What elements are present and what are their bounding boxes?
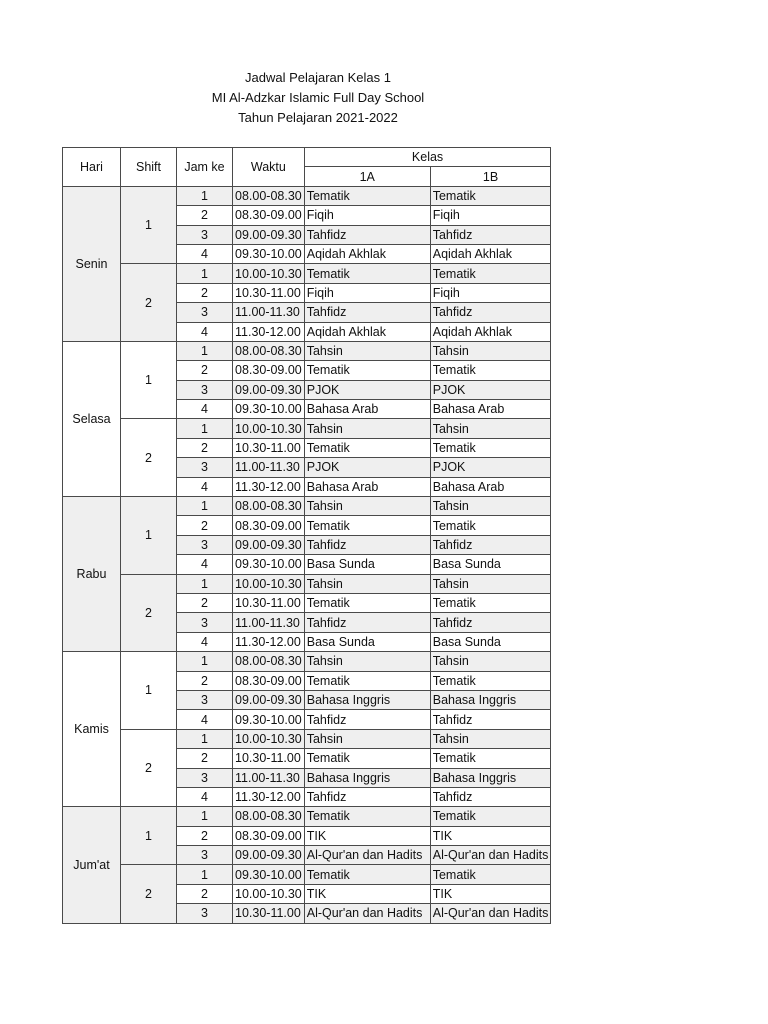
waktu-cell: 09.00-09.30 (233, 690, 305, 709)
header-kelas: Kelas (304, 148, 551, 167)
jam-cell: 2 (177, 361, 233, 380)
waktu-cell: 11.00-11.30 (233, 458, 305, 477)
subject-1b-cell: TIK (430, 826, 551, 845)
waktu-cell: 08.30-09.00 (233, 826, 305, 845)
subject-1b-cell: Tahsin (430, 652, 551, 671)
subject-1b-cell: Tahfidz (430, 535, 551, 554)
table-row (63, 652, 551, 671)
shift-cell: 1 (121, 807, 177, 865)
waktu-cell: 09.00-09.30 (233, 846, 305, 865)
jam-cell: 3 (177, 458, 233, 477)
table-row (63, 264, 551, 283)
jam-cell: 4 (177, 244, 233, 263)
subject-1a-cell: TIK (304, 884, 430, 903)
jam-cell: 3 (177, 613, 233, 632)
subject-1b-cell: Tahfidz (430, 710, 551, 729)
table-row (63, 497, 551, 516)
title-line-3: Tahun Pelajaran 2021-2022 (238, 110, 398, 125)
subject-1a-cell: Tahfidz (304, 710, 430, 729)
jam-cell: 4 (177, 322, 233, 341)
title-line-1: Jadwal Pelajaran Kelas 1 (245, 70, 391, 85)
table-row (63, 186, 551, 205)
waktu-cell: 08.00-08.30 (233, 652, 305, 671)
waktu-cell: 09.30-10.00 (233, 555, 305, 574)
jam-cell: 1 (177, 574, 233, 593)
subject-1a-cell: Basa Sunda (304, 555, 430, 574)
schedule-table (62, 147, 551, 924)
header-shift: Shift (121, 148, 177, 187)
waktu-cell: 11.30-12.00 (233, 787, 305, 806)
subject-1a-cell: Tahsin (304, 729, 430, 748)
jam-cell: 1 (177, 419, 233, 438)
subject-1a-cell: Tahfidz (304, 613, 430, 632)
subject-1b-cell: PJOK (430, 458, 551, 477)
waktu-cell: 10.00-10.30 (233, 574, 305, 593)
jam-cell: 2 (177, 283, 233, 302)
waktu-cell: 10.30-11.00 (233, 904, 305, 923)
table-row (63, 341, 551, 360)
jam-cell: 3 (177, 846, 233, 865)
subject-1b-cell: Fiqih (430, 206, 551, 225)
subject-1b-cell: Tematik (430, 749, 551, 768)
jam-cell: 4 (177, 787, 233, 806)
day-cell: Rabu (63, 497, 121, 652)
waktu-cell: 11.00-11.30 (233, 303, 305, 322)
subject-1b-cell: Bahasa Inggris (430, 768, 551, 787)
subject-1a-cell: Aqidah Akhlak (304, 322, 430, 341)
day-cell: Jum'at (63, 807, 121, 923)
subject-1a-cell: Tahsin (304, 341, 430, 360)
subject-1b-cell: Tahsin (430, 574, 551, 593)
jam-cell: 4 (177, 710, 233, 729)
jam-cell: 3 (177, 690, 233, 709)
schedule-body (63, 186, 551, 923)
subject-1b-cell: TIK (430, 884, 551, 903)
shift-cell: 2 (121, 865, 177, 923)
subject-1b-cell: Basa Sunda (430, 555, 551, 574)
waktu-cell: 11.30-12.00 (233, 477, 305, 496)
subject-1b-cell: Tematik (430, 186, 551, 205)
waktu-cell: 09.30-10.00 (233, 244, 305, 263)
subject-1b-cell: Tahsin (430, 729, 551, 748)
subject-1b-cell: PJOK (430, 380, 551, 399)
subject-1b-cell: Bahasa Arab (430, 400, 551, 419)
waktu-cell: 11.30-12.00 (233, 632, 305, 651)
shift-cell: 2 (121, 264, 177, 342)
jam-cell: 4 (177, 555, 233, 574)
subject-1a-cell: Tahfidz (304, 787, 430, 806)
subject-1b-cell: Tematik (430, 361, 551, 380)
subject-1a-cell: Tahfidz (304, 303, 430, 322)
subject-1a-cell: Tahsin (304, 419, 430, 438)
subject-1a-cell: Tahsin (304, 497, 430, 516)
table-row (63, 807, 551, 826)
jam-cell: 4 (177, 632, 233, 651)
waktu-cell: 08.00-08.30 (233, 807, 305, 826)
waktu-cell: 11.00-11.30 (233, 768, 305, 787)
waktu-cell: 08.30-09.00 (233, 516, 305, 535)
subject-1a-cell: Al-Qur'an dan Hadits (304, 904, 430, 923)
subject-1b-cell: Al-Qur'an dan Hadits (430, 846, 551, 865)
subject-1a-cell: Tahsin (304, 652, 430, 671)
jam-cell: 1 (177, 497, 233, 516)
subject-1b-cell: Al-Qur'an dan Hadits (430, 904, 551, 923)
title-line-2: MI Al-Adzkar Islamic Full Day School (211, 90, 425, 105)
subject-1b-cell: Tahfidz (430, 787, 551, 806)
table-row (63, 729, 551, 748)
subject-1a-cell: Tematik (304, 865, 430, 884)
waktu-cell: 10.30-11.00 (233, 283, 305, 302)
shift-cell: 1 (121, 186, 177, 264)
waktu-cell: 08.30-09.00 (233, 361, 305, 380)
day-cell: Selasa (63, 341, 121, 496)
jam-cell: 3 (177, 303, 233, 322)
subject-1a-cell: Al-Qur'an dan Hadits (304, 846, 430, 865)
waktu-cell: 08.00-08.30 (233, 186, 305, 205)
waktu-cell: 08.00-08.30 (233, 341, 305, 360)
subject-1b-cell: Tematik (430, 593, 551, 612)
header-waktu: Waktu (233, 148, 305, 187)
jam-cell: 2 (177, 438, 233, 457)
subject-1a-cell: Tematik (304, 186, 430, 205)
shift-cell: 1 (121, 341, 177, 419)
subject-1b-cell: Tahsin (430, 419, 551, 438)
subject-1a-cell: Tahsin (304, 574, 430, 593)
subject-1b-cell: Aqidah Akhlak (430, 244, 551, 263)
day-cell: Kamis (63, 652, 121, 807)
subject-1b-cell: Tematik (430, 438, 551, 457)
jam-cell: 2 (177, 884, 233, 903)
jam-cell: 1 (177, 341, 233, 360)
subject-1a-cell: Bahasa Inggris (304, 690, 430, 709)
subject-1a-cell: Tematik (304, 807, 430, 826)
jam-cell: 1 (177, 865, 233, 884)
subject-1b-cell: Tematik (430, 807, 551, 826)
waktu-cell: 08.30-09.00 (233, 671, 305, 690)
subject-1b-cell: Basa Sunda (430, 632, 551, 651)
subject-1b-cell: Tahsin (430, 341, 551, 360)
jam-cell: 1 (177, 807, 233, 826)
subject-1a-cell: Bahasa Arab (304, 400, 430, 419)
table-row (63, 419, 551, 438)
subject-1b-cell: Tematik (430, 865, 551, 884)
header-jam: Jam ke (177, 148, 233, 187)
jam-cell: 2 (177, 206, 233, 225)
waktu-cell: 09.30-10.00 (233, 400, 305, 419)
jam-cell: 1 (177, 186, 233, 205)
waktu-cell: 11.30-12.00 (233, 322, 305, 341)
table-row (63, 574, 551, 593)
subject-1b-cell: Tahsin (430, 497, 551, 516)
subject-1a-cell: Tahfidz (304, 225, 430, 244)
subject-1b-cell: Tematik (430, 671, 551, 690)
jam-cell: 2 (177, 593, 233, 612)
subject-1a-cell: Tematik (304, 516, 430, 535)
jam-cell: 3 (177, 535, 233, 554)
waktu-cell: 09.30-10.00 (233, 865, 305, 884)
waktu-cell: 10.00-10.30 (233, 884, 305, 903)
header-hari: Hari (63, 148, 121, 187)
subject-1b-cell: Tahfidz (430, 303, 551, 322)
subject-1b-cell: Fiqih (430, 283, 551, 302)
document-title (0, 68, 636, 128)
jam-cell: 2 (177, 826, 233, 845)
subject-1a-cell: Aqidah Akhlak (304, 244, 430, 263)
table-row (63, 865, 551, 884)
waktu-cell: 10.00-10.30 (233, 729, 305, 748)
subject-1b-cell: Tematik (430, 516, 551, 535)
subject-1b-cell: Bahasa Inggris (430, 690, 551, 709)
subject-1b-cell: Tematik (430, 264, 551, 283)
jam-cell: 1 (177, 652, 233, 671)
shift-cell: 2 (121, 419, 177, 497)
subject-1a-cell: TIK (304, 826, 430, 845)
subject-1a-cell: PJOK (304, 380, 430, 399)
subject-1b-cell: Tahfidz (430, 225, 551, 244)
subject-1a-cell: Tematik (304, 361, 430, 380)
day-cell: Senin (63, 186, 121, 341)
jam-cell: 3 (177, 768, 233, 787)
header-kelas-1b: 1B (430, 167, 551, 186)
jam-cell: 3 (177, 225, 233, 244)
subject-1a-cell: Fiqih (304, 206, 430, 225)
subject-1a-cell: Basa Sunda (304, 632, 430, 651)
waktu-cell: 09.00-09.30 (233, 380, 305, 399)
subject-1b-cell: Aqidah Akhlak (430, 322, 551, 341)
jam-cell: 4 (177, 477, 233, 496)
waktu-cell: 10.30-11.00 (233, 438, 305, 457)
waktu-cell: 10.30-11.00 (233, 593, 305, 612)
waktu-cell: 10.30-11.00 (233, 749, 305, 768)
jam-cell: 2 (177, 749, 233, 768)
jam-cell: 2 (177, 516, 233, 535)
jam-cell: 4 (177, 400, 233, 419)
waktu-cell: 11.00-11.30 (233, 613, 305, 632)
waktu-cell: 09.00-09.30 (233, 225, 305, 244)
jam-cell: 3 (177, 904, 233, 923)
shift-cell: 2 (121, 574, 177, 652)
jam-cell: 1 (177, 264, 233, 283)
subject-1a-cell: Tematik (304, 593, 430, 612)
shift-cell: 1 (121, 497, 177, 575)
subject-1a-cell: Fiqih (304, 283, 430, 302)
subject-1a-cell: Tematik (304, 749, 430, 768)
shift-cell: 2 (121, 729, 177, 807)
subject-1a-cell: Bahasa Inggris (304, 768, 430, 787)
waktu-cell: 08.00-08.30 (233, 497, 305, 516)
subject-1a-cell: PJOK (304, 458, 430, 477)
subject-1a-cell: Tematik (304, 438, 430, 457)
waktu-cell: 08.30-09.00 (233, 206, 305, 225)
waktu-cell: 10.00-10.30 (233, 264, 305, 283)
subject-1a-cell: Tematik (304, 264, 430, 283)
subject-1a-cell: Tematik (304, 671, 430, 690)
waktu-cell: 10.00-10.30 (233, 419, 305, 438)
subject-1b-cell: Bahasa Arab (430, 477, 551, 496)
subject-1b-cell: Tahfidz (430, 613, 551, 632)
waktu-cell: 09.00-09.30 (233, 535, 305, 554)
header-kelas-1a: 1A (304, 167, 430, 186)
jam-cell: 2 (177, 671, 233, 690)
jam-cell: 3 (177, 380, 233, 399)
shift-cell: 1 (121, 652, 177, 730)
subject-1a-cell: Bahasa Arab (304, 477, 430, 496)
waktu-cell: 09.30-10.00 (233, 710, 305, 729)
jam-cell: 1 (177, 729, 233, 748)
subject-1a-cell: Tahfidz (304, 535, 430, 554)
